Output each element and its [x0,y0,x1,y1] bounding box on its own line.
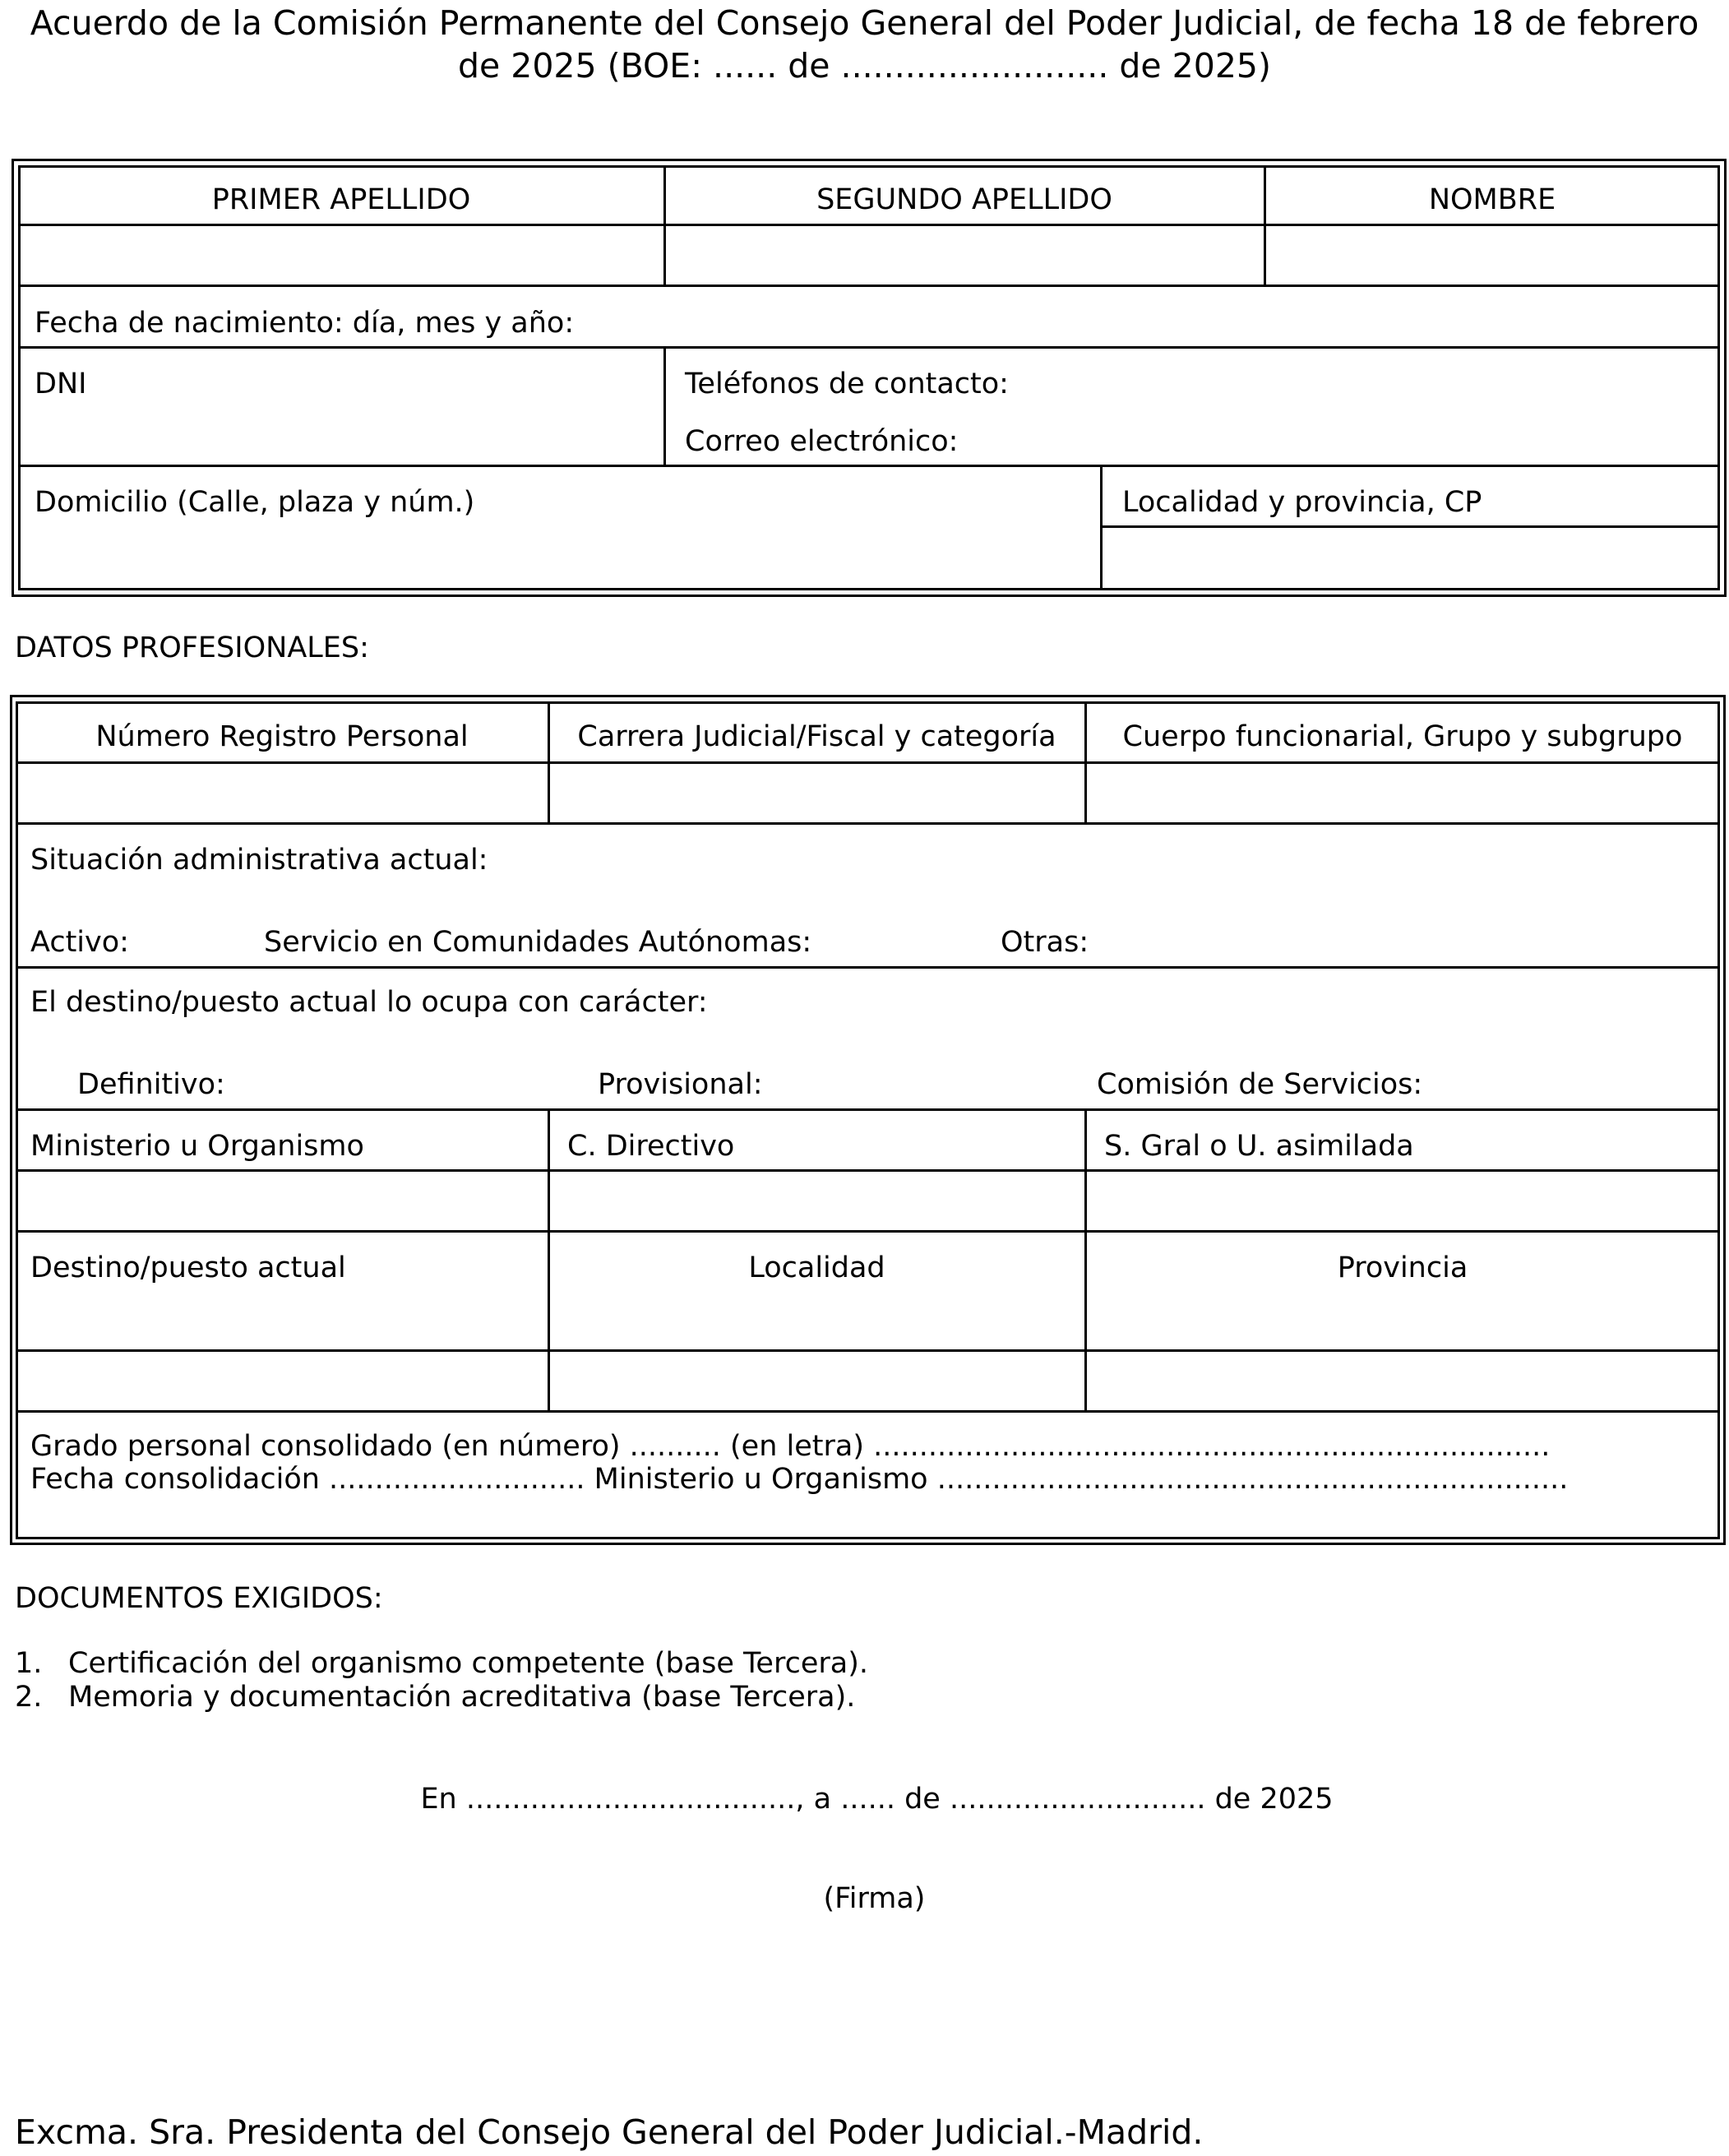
servicio-ccaa-label: Servicio en Comunidades Autónomas: [264,926,812,959]
carrera-label: Carrera Judicial/Fiscal y categoría [577,720,1056,753]
list-item-number: 1. [15,1647,43,1680]
cuerpo-label: Cuerpo funcionarial, Grupo y subgrupo [1122,720,1683,753]
c-directivo-label: C. Directivo [567,1130,735,1163]
documentos-title: DOCUMENTOS EXIGIDOS: [15,1582,383,1615]
segundo-apellido-field[interactable] [668,228,1261,282]
heading-line-1: Acuerdo de la Comisión Permanente del Consejo General del Poder Judicial, de fecha 18 de febrero [30,3,1699,43]
activo-label: Activo: [30,926,129,959]
s-gral-field[interactable] [1089,1173,1717,1228]
professional-table-inner-border [16,701,1720,1539]
firma-label: (Firma) [823,1882,926,1915]
destino-actual-label: Destino/puesto actual [30,1251,346,1284]
situacion-label: Situación administrativa actual: [30,844,488,877]
heading-line-2: de 2025 (BOE: ...... de ......................... de 2025) [457,46,1272,86]
fecha-nacimiento-label: Fecha de nacimiento: día, mes y año: [35,307,575,340]
localidad-label: Localidad [748,1251,885,1284]
correo-label: Correo electrónico: [685,425,959,458]
otras-label: Otras: [1001,926,1089,959]
carrera-field[interactable] [552,766,1082,820]
lugar-fecha-line: En ...................................., a ...... de ............................ de 2025 [420,1783,1334,1816]
comision-label: Comisión de Servicios: [1097,1068,1423,1101]
localidad-provincia-label: Localidad y provincia, CP [1122,486,1482,519]
destinatario-line: Excma. Sra. Presidenta del Consejo General del Poder Judicial.-Madrid. [15,2112,1204,2152]
ministerio-field[interactable] [19,1173,545,1228]
document-heading [0,2,1729,87]
c-directivo-field[interactable] [552,1173,1082,1228]
localidad-provincia-field[interactable] [1103,530,1718,589]
segundo-apellido-label: SEGUNDO APELLIDO [816,183,1112,216]
dni-label: DNI [35,368,87,400]
destino-caracter-label: El destino/puesto actual lo ocupa con carácter: [30,986,708,1019]
grado-personal-line: Grado personal consolidado (en número) .......... (en letra) .......................................................................... [30,1430,1551,1463]
provincia-field[interactable] [1089,1353,1717,1408]
provisional-label: Provisional: [598,1068,763,1101]
provincia-label: Provincia [1337,1251,1468,1284]
list-item: Memoria y documentación acreditativa (base Tercera). [68,1681,856,1714]
nombre-label: NOMBRE [1428,183,1556,216]
localidad-field[interactable] [552,1353,1082,1408]
list-item-number: 2. [15,1681,43,1714]
cuerpo-field[interactable] [1089,766,1717,820]
nrp-label: Número Registro Personal [95,720,469,753]
s-gral-label: S. Gral o U. asimilada [1104,1130,1414,1163]
destino-actual-field[interactable] [19,1353,545,1408]
list-item: Certificación del organismo competente (base Tercera). [68,1647,868,1680]
nombre-field[interactable] [1268,228,1718,282]
nrp-field[interactable] [19,766,545,820]
primer-apellido-field[interactable] [21,228,662,282]
domicilio-label: Domicilio (Calle, plaza y núm.) [35,486,475,519]
fecha-consolidacion-line: Fecha consolidación ............................ Ministerio u Organismo ..................................................................... [30,1463,1569,1496]
ministerio-label: Ministerio u Organismo [30,1130,364,1163]
primer-apellido-label: PRIMER APELLIDO [211,183,471,216]
definitivo-label: Definitivo: [77,1068,225,1101]
telefonos-label: Teléfonos de contacto: [685,368,1009,400]
datos-profesionales-title: DATOS PROFESIONALES: [15,632,369,664]
